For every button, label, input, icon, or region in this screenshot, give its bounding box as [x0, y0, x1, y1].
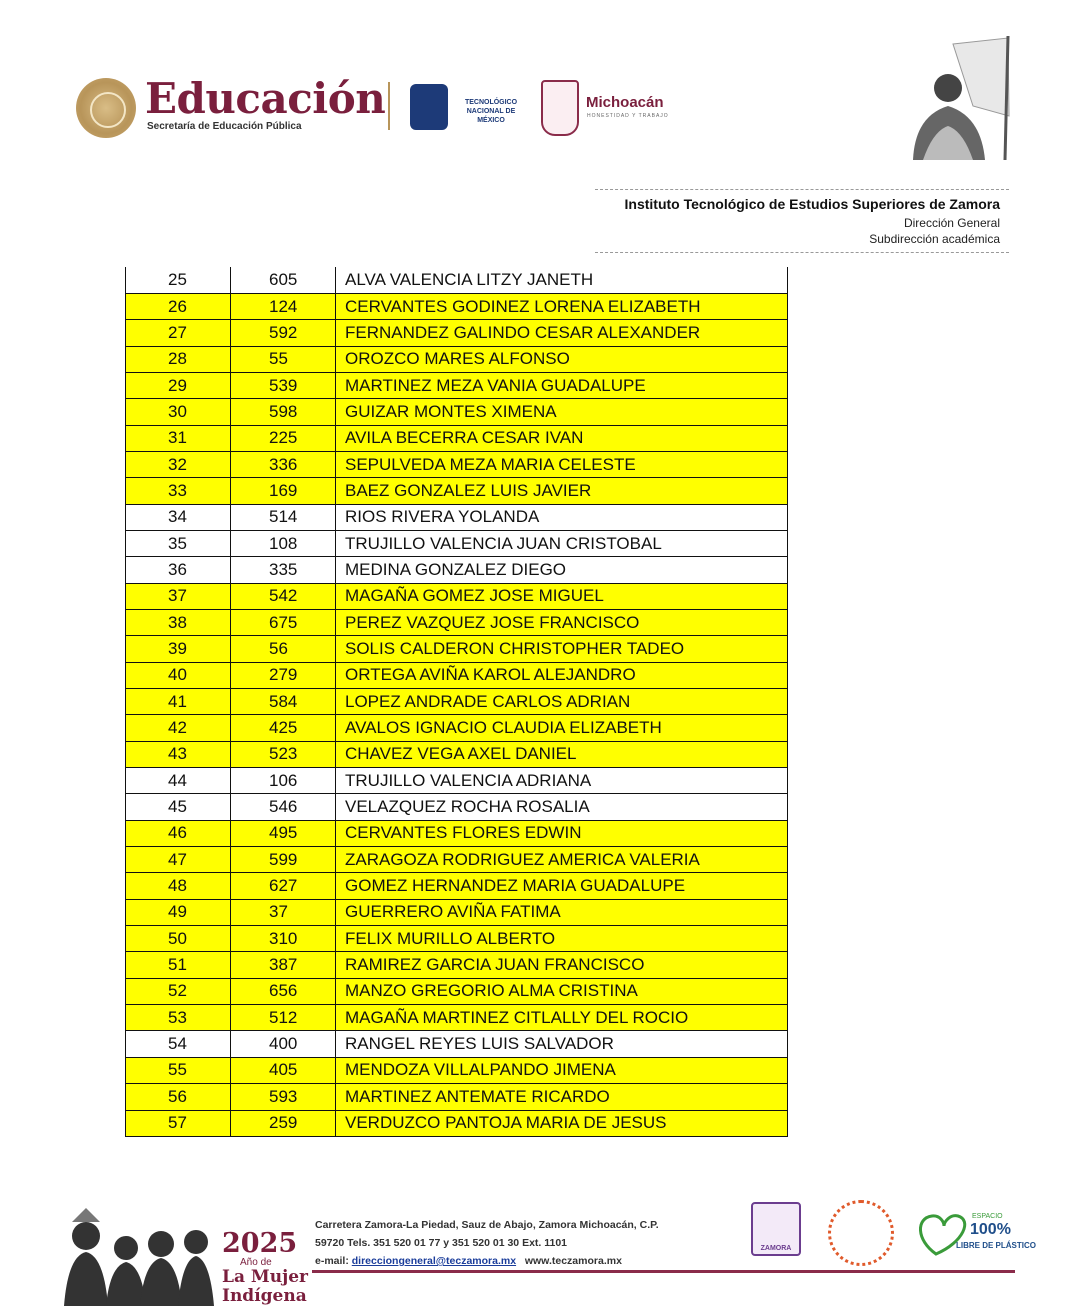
plastic-free-logo-icon [914, 1204, 1037, 1264]
row-number: 48 [126, 873, 231, 899]
student-name: RIOS RIVERA YOLANDA [336, 504, 788, 530]
table-row [126, 372, 788, 398]
table-row [126, 794, 788, 820]
year-label: 2025 [222, 1228, 298, 1259]
row-number: 51 [126, 952, 231, 978]
student-id: 37 [231, 899, 336, 925]
michoacan-motto: HONESTIDAD Y TRABAJO [587, 113, 669, 119]
student-id: 593 [231, 1084, 336, 1110]
table-row [126, 478, 788, 504]
student-id: 106 [231, 768, 336, 794]
mexico-seal-icon [76, 78, 136, 138]
row-number: 53 [126, 1005, 231, 1031]
student-name: OROZCO MARES ALFONSO [336, 346, 788, 372]
table-row [126, 609, 788, 635]
student-name: RANGEL REYES LUIS SALVADOR [336, 1031, 788, 1057]
table-row [126, 662, 788, 688]
student-id: 169 [231, 478, 336, 504]
student-id: 425 [231, 715, 336, 741]
student-id: 599 [231, 847, 336, 873]
row-number: 46 [126, 820, 231, 846]
student-id: 627 [231, 873, 336, 899]
table-row [126, 293, 788, 319]
row-number: 36 [126, 557, 231, 583]
student-list-table [125, 267, 788, 1137]
year-motto-line2: Indígena [222, 1286, 307, 1306]
student-id: 656 [231, 978, 336, 1004]
plastic-top-text: ESPACIO [972, 1213, 1003, 1220]
student-id: 495 [231, 820, 336, 846]
student-name: ALVA VALENCIA LITZY JANETH [336, 267, 788, 293]
student-id: 124 [231, 293, 336, 319]
student-id: 279 [231, 662, 336, 688]
student-id: 400 [231, 1031, 336, 1057]
row-number: 28 [126, 346, 231, 372]
student-id: 512 [231, 1005, 336, 1031]
student-name: CHAVEZ VEGA AXEL DANIEL [336, 741, 788, 767]
table-row [126, 952, 788, 978]
row-number: 50 [126, 926, 231, 952]
row-number: 37 [126, 583, 231, 609]
student-name: MANZO GREGORIO ALMA CRISTINA [336, 978, 788, 1004]
institution-name: Instituto Tecnológico de Estudios Superiores de Zamora [624, 196, 1000, 212]
table-row [126, 504, 788, 530]
row-number: 33 [126, 478, 231, 504]
student-id: 605 [231, 267, 336, 293]
header-divider [388, 82, 390, 130]
student-id: 539 [231, 372, 336, 398]
student-name: PEREZ VAZQUEZ JOSE FRANCISCO [336, 609, 788, 635]
row-number: 42 [126, 715, 231, 741]
row-number: 55 [126, 1057, 231, 1083]
table-row [126, 689, 788, 715]
row-number: 39 [126, 636, 231, 662]
tecnm-logo-icon [410, 84, 448, 130]
student-name: MAGAÑA MARTINEZ CITLALLY DEL ROCIO [336, 1005, 788, 1031]
student-id: 546 [231, 794, 336, 820]
ips-label: ZAMORA [760, 1245, 792, 1252]
sep-title: Educación [145, 74, 386, 123]
student-name: VERDUZCO PANTOJA MARIA DE JESUS [336, 1110, 788, 1136]
website-link[interactable]: www.teczamora.mx [524, 1255, 622, 1267]
student-name: GUERRERO AVIÑA FATIMA [336, 899, 788, 925]
table-row [126, 583, 788, 609]
table-row [126, 425, 788, 451]
row-number: 25 [126, 267, 231, 293]
student-name: TRUJILLO VALENCIA ADRIANA [336, 768, 788, 794]
row-number: 40 [126, 662, 231, 688]
table-row [126, 978, 788, 1004]
student-name: MARTINEZ ANTEMATE RICARDO [336, 1084, 788, 1110]
table-row [126, 557, 788, 583]
student-name: MARTINEZ MEZA VANIA GUADALUPE [336, 372, 788, 398]
student-id: 108 [231, 530, 336, 556]
table-row [126, 873, 788, 899]
row-number: 52 [126, 978, 231, 1004]
student-name: SOLIS CALDERON CHRISTOPHER TADEO [336, 636, 788, 662]
institution-block [625, 196, 1000, 246]
row-number: 35 [126, 530, 231, 556]
institution-subdirection: Subdirección académica [869, 232, 1000, 246]
table-row [126, 820, 788, 846]
student-name: VELAZQUEZ ROCHA ROSALIA [336, 794, 788, 820]
address-line1: Carretera Zamora-La Piedad, Sauz de Abajo, Zamora Michoacán, C.P. [315, 1219, 659, 1231]
table-row [126, 1005, 788, 1031]
student-id: 592 [231, 320, 336, 346]
table-row [126, 267, 788, 293]
table-row [126, 847, 788, 873]
row-number: 31 [126, 425, 231, 451]
email-label: e-mail: [315, 1255, 352, 1267]
table-row [126, 715, 788, 741]
student-name: AVILA BECERRA CESAR IVAN [336, 425, 788, 451]
table-row [126, 399, 788, 425]
student-name: AVALOS IGNACIO CLAUDIA ELIZABETH [336, 715, 788, 741]
row-number: 32 [126, 451, 231, 477]
row-number: 30 [126, 399, 231, 425]
table-row [126, 451, 788, 477]
tecnm-label: TECNOLÓGICO NACIONAL DE MÉXICO [464, 99, 518, 124]
email-link[interactable]: direcciongeneral@teczamora.mx [351, 1255, 517, 1267]
row-number: 26 [126, 293, 231, 319]
student-id: 584 [231, 689, 336, 715]
row-number: 57 [126, 1110, 231, 1136]
student-name: LOPEZ ANDRADE CARLOS ADRIAN [336, 689, 788, 715]
table-row [126, 636, 788, 662]
student-id: 387 [231, 952, 336, 978]
row-number: 47 [126, 847, 231, 873]
student-name: CERVANTES FLORES EDWIN [336, 820, 788, 846]
row-number: 29 [126, 372, 231, 398]
plastic-label-text: LIBRE DE PLÁSTICO [956, 1241, 1037, 1250]
plastic-pct-text: 100% [970, 1221, 1011, 1238]
student-id: 310 [231, 926, 336, 952]
table-row [126, 1110, 788, 1136]
row-number: 27 [126, 320, 231, 346]
student-name: MEDINA GONZALEZ DIEGO [336, 557, 788, 583]
table-row [126, 1057, 788, 1083]
footer-address [315, 1216, 659, 1270]
student-name: GUIZAR MONTES XIMENA [336, 399, 788, 425]
contact-line [315, 1252, 659, 1270]
student-id: 542 [231, 583, 336, 609]
row-number: 34 [126, 504, 231, 530]
student-id: 514 [231, 504, 336, 530]
student-name: GOMEZ HERNANDEZ MARIA GUADALUPE [336, 873, 788, 899]
table-row [126, 346, 788, 372]
student-id: 259 [231, 1110, 336, 1136]
table-row [126, 741, 788, 767]
student-name: FERNANDEZ GALINDO CESAR ALEXANDER [336, 320, 788, 346]
year-subtitle: Año de [240, 1257, 272, 1268]
ips-zamora-logo-icon [751, 1202, 801, 1256]
michoacan-shield-icon [541, 80, 579, 136]
row-number: 56 [126, 1084, 231, 1110]
student-name: RAMIREZ GARCIA JUAN FRANCISCO [336, 952, 788, 978]
row-number: 43 [126, 741, 231, 767]
student-name: SEPULVEDA MEZA MARIA CELESTE [336, 451, 788, 477]
woman-with-flag-illustration [893, 36, 1013, 160]
student-id: 225 [231, 425, 336, 451]
table-row [126, 926, 788, 952]
student-name: MENDOZA VILLALPANDO JIMENA [336, 1057, 788, 1083]
year-motto-line1: La Mujer [222, 1267, 308, 1287]
row-number: 41 [126, 689, 231, 715]
student-id: 335 [231, 557, 336, 583]
row-number: 38 [126, 609, 231, 635]
student-id: 336 [231, 451, 336, 477]
student-name: MAGAÑA GOMEZ JOSE MIGUEL [336, 583, 788, 609]
table-row [126, 530, 788, 556]
student-id: 523 [231, 741, 336, 767]
row-number: 44 [126, 768, 231, 794]
table-row [126, 1031, 788, 1057]
student-name: CERVANTES GODINEZ LORENA ELIZABETH [336, 293, 788, 319]
student-id: 56 [231, 636, 336, 662]
table-row [126, 768, 788, 794]
row-number: 49 [126, 899, 231, 925]
student-name: ZARAGOZA RODRIGUEZ AMERICA VALERIA [336, 847, 788, 873]
equality-ring-logo-icon [828, 1200, 894, 1266]
student-name: ORTEGA AVIÑA KAROL ALEJANDRO [336, 662, 788, 688]
student-id: 55 [231, 346, 336, 372]
footer-divider [312, 1270, 1015, 1273]
table-row [126, 1084, 788, 1110]
michoacan-title: Michoacán [586, 94, 664, 111]
address-line2: 59720 Tels. 351 520 01 77 y 351 520 01 30 Ext. 1101 [315, 1237, 568, 1249]
student-name: BAEZ GONZALEZ LUIS JAVIER [336, 478, 788, 504]
sep-subtitle: Secretaría de Educación Pública [147, 121, 302, 132]
table-row [126, 899, 788, 925]
row-number: 45 [126, 794, 231, 820]
student-name: TRUJILLO VALENCIA JUAN CRISTOBAL [336, 530, 788, 556]
institution-direction: Dirección General [903, 216, 1000, 230]
table-row [126, 320, 788, 346]
student-name: FELIX MURILLO ALBERTO [336, 926, 788, 952]
student-id: 598 [231, 399, 336, 425]
year-motto [222, 1268, 308, 1306]
row-number: 54 [126, 1031, 231, 1057]
page-header [0, 0, 1080, 180]
student-id: 675 [231, 609, 336, 635]
indigenous-women-illustration [56, 1206, 216, 1306]
student-id: 405 [231, 1057, 336, 1083]
